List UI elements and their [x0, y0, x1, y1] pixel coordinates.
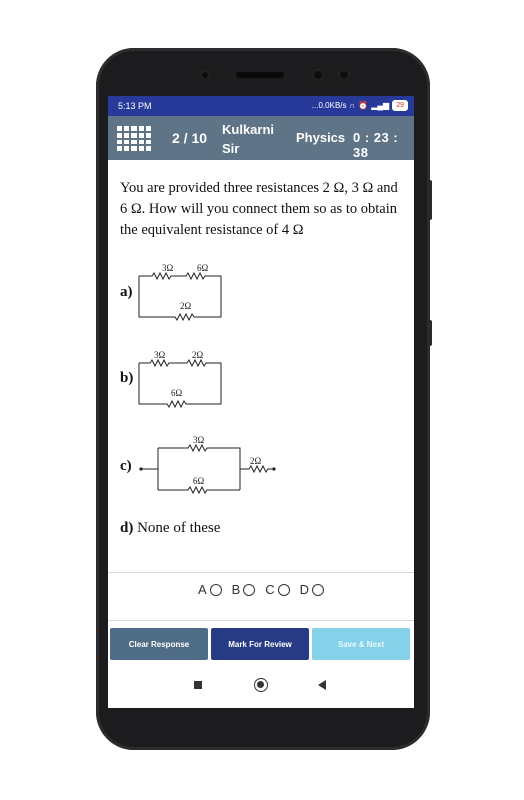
- question-text: You are provided three resistances 2 Ω, 3 Ω and 6 Ω. How will you connect them so as to obtain the equivalent resistance of 4 Ω: [120, 180, 398, 238]
- answer-a[interactable]: [198, 582, 222, 597]
- option-d-text: None of these: [137, 520, 221, 536]
- network-speed: ...0.0KB/s: [311, 101, 347, 110]
- app-screen: [108, 96, 414, 708]
- divider: [108, 572, 414, 573]
- answer-c-label: C: [265, 582, 275, 597]
- resistor-label: 2Ω: [180, 301, 192, 311]
- option-a-label: a): [120, 284, 133, 300]
- option-b-circuit: [134, 348, 224, 412]
- volume-button: [428, 180, 432, 220]
- clear-response-button[interactable]: Clear Response: [110, 628, 208, 660]
- answer-b-label: B: [231, 582, 241, 597]
- option-c-circuit: [136, 432, 281, 498]
- resistor-label: 2Ω: [192, 350, 204, 360]
- mark-for-review-button[interactable]: Mark For Review: [211, 628, 309, 660]
- answer-c[interactable]: [265, 582, 289, 597]
- answer-a-label: A: [197, 582, 207, 597]
- android-nav-bar: [108, 668, 414, 708]
- save-next-button[interactable]: Save & Next: [312, 628, 410, 660]
- alarm-icon: ⏰: [358, 101, 369, 110]
- answer-d-label: D: [299, 582, 310, 597]
- signal-icon: ▂▄▆: [371, 101, 390, 110]
- countdown-timer: 0 : 23 : 38: [353, 130, 399, 160]
- sensor-icon: [200, 70, 210, 80]
- radio-c[interactable]: [278, 584, 290, 596]
- status-time: 5:13 PM: [118, 101, 152, 111]
- earpiece-speaker: [236, 72, 284, 78]
- recents-icon[interactable]: [194, 681, 202, 689]
- power-button: [428, 320, 432, 346]
- resistor-label: 3Ω: [154, 350, 166, 360]
- front-camera-icon: [338, 69, 350, 81]
- option-c-label: c): [120, 458, 132, 474]
- answer-d[interactable]: [300, 582, 324, 597]
- resistor-label: 6Ω: [171, 388, 183, 398]
- option-d: [120, 520, 220, 537]
- resistor-label: 2Ω: [250, 456, 262, 466]
- question-grid-icon[interactable]: [117, 126, 151, 151]
- exam-header: [108, 116, 414, 160]
- back-icon[interactable]: [318, 680, 326, 690]
- resistor-label: 3Ω: [162, 263, 174, 273]
- action-bar: [110, 628, 412, 660]
- battery-icon: 29: [392, 100, 408, 111]
- resistor-label: 3Ω: [193, 435, 205, 445]
- front-camera-icon: [312, 69, 324, 81]
- home-icon[interactable]: [254, 678, 268, 692]
- radio-b[interactable]: [243, 584, 255, 596]
- question-counter: 2 / 10: [172, 130, 208, 146]
- divider: [108, 620, 414, 621]
- option-a-circuit: [134, 261, 224, 325]
- answer-b[interactable]: [232, 582, 256, 597]
- option-d-label: d): [120, 520, 134, 536]
- resistor-label: 6Ω: [197, 263, 209, 273]
- answer-choices: [108, 582, 414, 597]
- option-b-label: b): [120, 370, 134, 386]
- teacher-name: Kulkarni Sir: [222, 122, 275, 156]
- resistor-label: 6Ω: [193, 476, 205, 486]
- subject-name: Physics: [296, 130, 346, 145]
- radio-a[interactable]: [210, 584, 222, 596]
- headset-icon: ∩: [349, 101, 356, 110]
- status-bar: [108, 96, 414, 116]
- radio-d[interactable]: [312, 584, 324, 596]
- status-icons: [312, 100, 408, 111]
